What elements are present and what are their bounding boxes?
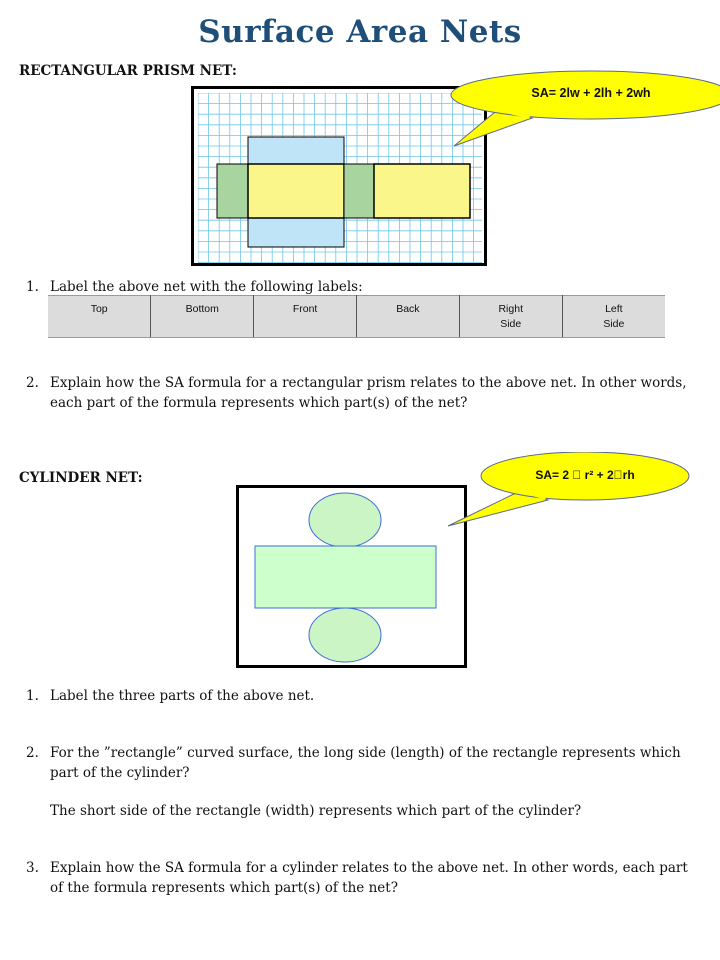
net-face-left <box>217 164 248 218</box>
question-number: 3. <box>26 860 39 876</box>
cylinder-heading: CYLINDER NET: <box>19 470 143 486</box>
cylinder-formula-callout <box>440 452 720 532</box>
net-face-bottom <box>248 218 344 247</box>
cylinder-net-figure <box>236 485 467 668</box>
question-text: Label the three parts of the above net. <box>50 688 315 704</box>
page-title: Surface Area Nets <box>198 14 522 50</box>
question-text: For the ”rectangle” curved surface, the long side (length) of the rectangle represents which part of the cylinder? <box>50 745 681 781</box>
net-face-front <box>248 164 344 218</box>
cylinder-question-2 <box>26 743 696 783</box>
question-text: Explain how the SA formula for a cylinder relates to the above net. In other words, each part of the formula represents which part(s) of the net? <box>50 860 688 896</box>
cylinder-question-1 <box>26 686 696 706</box>
face-labels-table <box>48 295 665 338</box>
label-cell-bottom: Bottom <box>151 296 254 338</box>
net-face-top <box>248 137 344 164</box>
net-face-right <box>344 164 374 218</box>
cylinder-formula: SA= 2 r² + 2 rh <box>544 468 626 482</box>
label-cell-top: Top <box>48 296 151 338</box>
cylinder-net-diagram <box>239 488 464 665</box>
prism-formula: SA= 2lw + 2lh + 2wh <box>531 86 651 100</box>
label-cell-left-side: Left Side <box>562 296 665 338</box>
question-number: 2. <box>26 745 39 761</box>
label-cell-back: Back <box>356 296 459 338</box>
question-text: Explain how the SA formula for a rectangular prism relates to the above net. In other words, each part of the formula represents which part(s) of the net? <box>50 375 687 411</box>
net-face-back <box>374 164 470 218</box>
cylinder-question-2b: The short side of the rectangle (width) represents which part of the cylinder? <box>50 803 582 819</box>
prism-formula-callout <box>440 68 720 150</box>
question-text: Label the above net with the following labels: <box>50 279 363 295</box>
question-number: 1. <box>26 279 39 295</box>
prism-question-1 <box>26 277 696 297</box>
net-curved-surface <box>255 546 436 608</box>
net-circle-bottom <box>309 608 381 662</box>
prism-question-2 <box>26 373 696 413</box>
net-circle-top <box>309 493 381 547</box>
question-number: 2. <box>26 375 39 391</box>
label-cell-front: Front <box>254 296 357 338</box>
cylinder-question-3 <box>26 858 696 898</box>
label-cell-right-side: Right Side <box>459 296 562 338</box>
prism-heading: RECTANGULAR PRISM NET: <box>19 63 237 79</box>
question-number: 1. <box>26 688 39 704</box>
